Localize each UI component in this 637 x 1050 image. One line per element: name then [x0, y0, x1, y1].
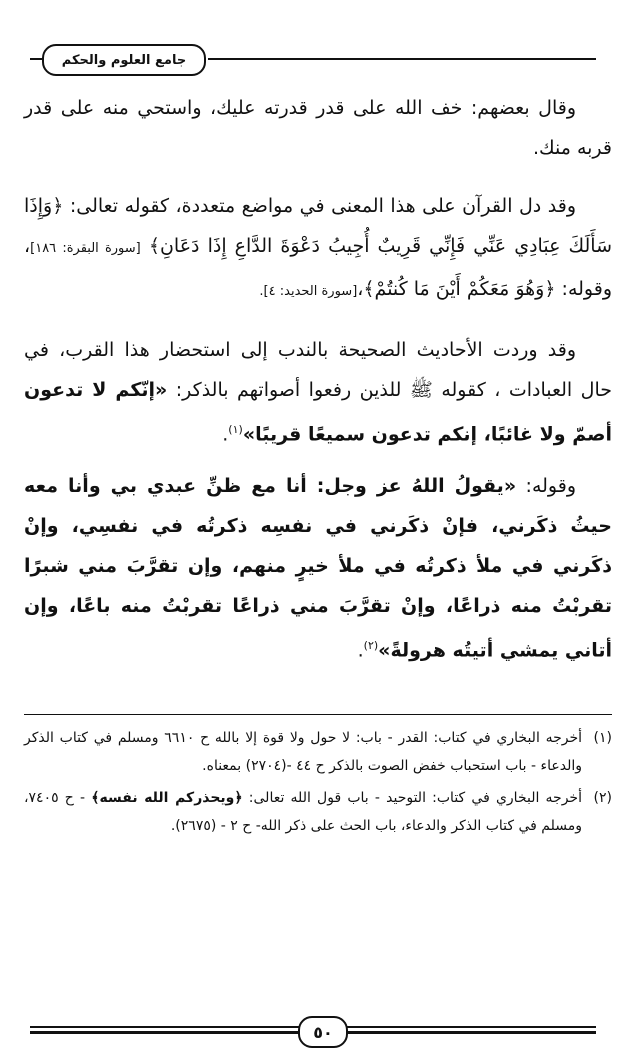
paragraph-3-end: .: [222, 423, 229, 446]
footnote-text-part-a: أخرجه البخاري في كتاب: التوحيد - باب قول الله تعالى:: [242, 790, 582, 806]
page-number: ٥٠: [313, 1022, 333, 1042]
footnote-quran: ﴿ويحذركم الله نفسه﴾: [91, 790, 243, 806]
paragraph-3-text: وقد وردت الأحاديث الصحيحة بالندب إلى استحضار هذا القرب، في حال العبادات ، كقوله ﷺ للذين رفعوا أصواتهم بالذكر:: [24, 339, 612, 401]
footnote-number: (٢): [593, 790, 612, 806]
main-text: [24, 88, 612, 671]
footnote-number: (١): [593, 730, 612, 746]
footnote-ref-1: (١): [228, 423, 243, 436]
hadith-2: «يقولُ اللهُ عز وجل: أنا مع ظنِّ عبدي بي وأنا معه حيثُ ذكَرني، فإنْ ذكَرني في نفسِه ذكرتُه في نفسِي، وإنْ ذكَرني في ملأ ذكرتُه في ملأ خيرٍ منهم، وإن تقرَّبَ مني شبرًا تقربْتُ منه ذراعًا، وإنْ تقرَّبَ مني ذراعًا تقربْتُ منه باعًا، وإن أتاني يمشي أتيتُه هرولةً»: [24, 475, 612, 662]
paragraph-4-end: .: [357, 639, 364, 662]
paragraph-1: وقال بعضهم: خف الله على قدر قدرته عليك، واستحي منه على قدر قربه منك.: [24, 97, 612, 159]
quran-verse-2: ﴿وَهُوَ مَعَكُمْ أَيْنَ مَا كُنتُمْ﴾: [363, 278, 556, 300]
quran-verse-1: ﴿وَإِذَا سَأَلَكَ عِبَادِي عَنِّي فَإِنِّي قَرِيبٌ أُجِيبُ دَعْوَةَ الدَّاعِ إِذَا دَعَانِ﴾: [24, 195, 612, 257]
paragraph-4-text: وقوله:: [516, 475, 576, 498]
paragraph-2: وقد دل القرآن على هذا المعنى في مواضع متعددة، كقوله تعالى: ﴿وَإِذَا سَأَلَكَ عِبَادِي عَنِّي فَإِنِّي قَرِيبٌ أُجِيبُ دَعْوَةَ الدَّاعِ إِذَا دَعَانِ﴾ [سورة البقرة: ١٨٦]، وقوله: ﴿وَهُوَ مَعَكُمْ أَيْنَ مَا كُنتُمْ﴾،[سورة الحديد: ٤].: [24, 195, 612, 300]
footnote-text: أخرجه البخاري في كتاب: القدر - باب: لا حول ولا قوة إلا بالله ح ٦٦١٠ ومسلم في كتاب الذكر والدعاء - باب استحباب خفض الصوت بالذكر ح ٤٤ -(٢٧٠٤) بمعناه.: [24, 730, 583, 774]
footnote-1: [24, 724, 612, 780]
book-title: جامع العلوم والحكم: [61, 52, 187, 68]
surah-reference-2: [سورة الحديد: ٤].: [259, 284, 358, 299]
footnote-2: [24, 784, 612, 840]
paragraph-4: [24, 466, 612, 670]
hadith-1: «إنّكم لا تدعون أصمّ ولا غائبًا، إنكم تدعون سميعًا قريبًا»: [24, 379, 612, 446]
paragraph-2-connector: ، وقوله:: [24, 235, 612, 300]
header-rule-right: [208, 58, 596, 60]
footnote-text: [24, 784, 582, 840]
footnote-text-part-b: - ح ٧٤٠٥، ومسلم في كتاب الذكر والدعاء، باب الحث على ذكر الله- ح ٢ - (٢٦٧٥).: [24, 790, 582, 834]
footnote-ref-2: (٢): [363, 639, 379, 653]
surah-reference-1: [سورة البقرة: ١٨٦]: [30, 241, 141, 256]
paragraph-3: [24, 330, 612, 454]
page-number-badge: [298, 1016, 348, 1048]
running-header: [42, 44, 206, 76]
footnotes: [24, 724, 612, 840]
footnote-separator: [24, 714, 612, 715]
paragraph-2-intro: وقد دل القرآن على هذا المعنى في مواضع متعددة، كقوله تعالى:: [69, 195, 576, 217]
